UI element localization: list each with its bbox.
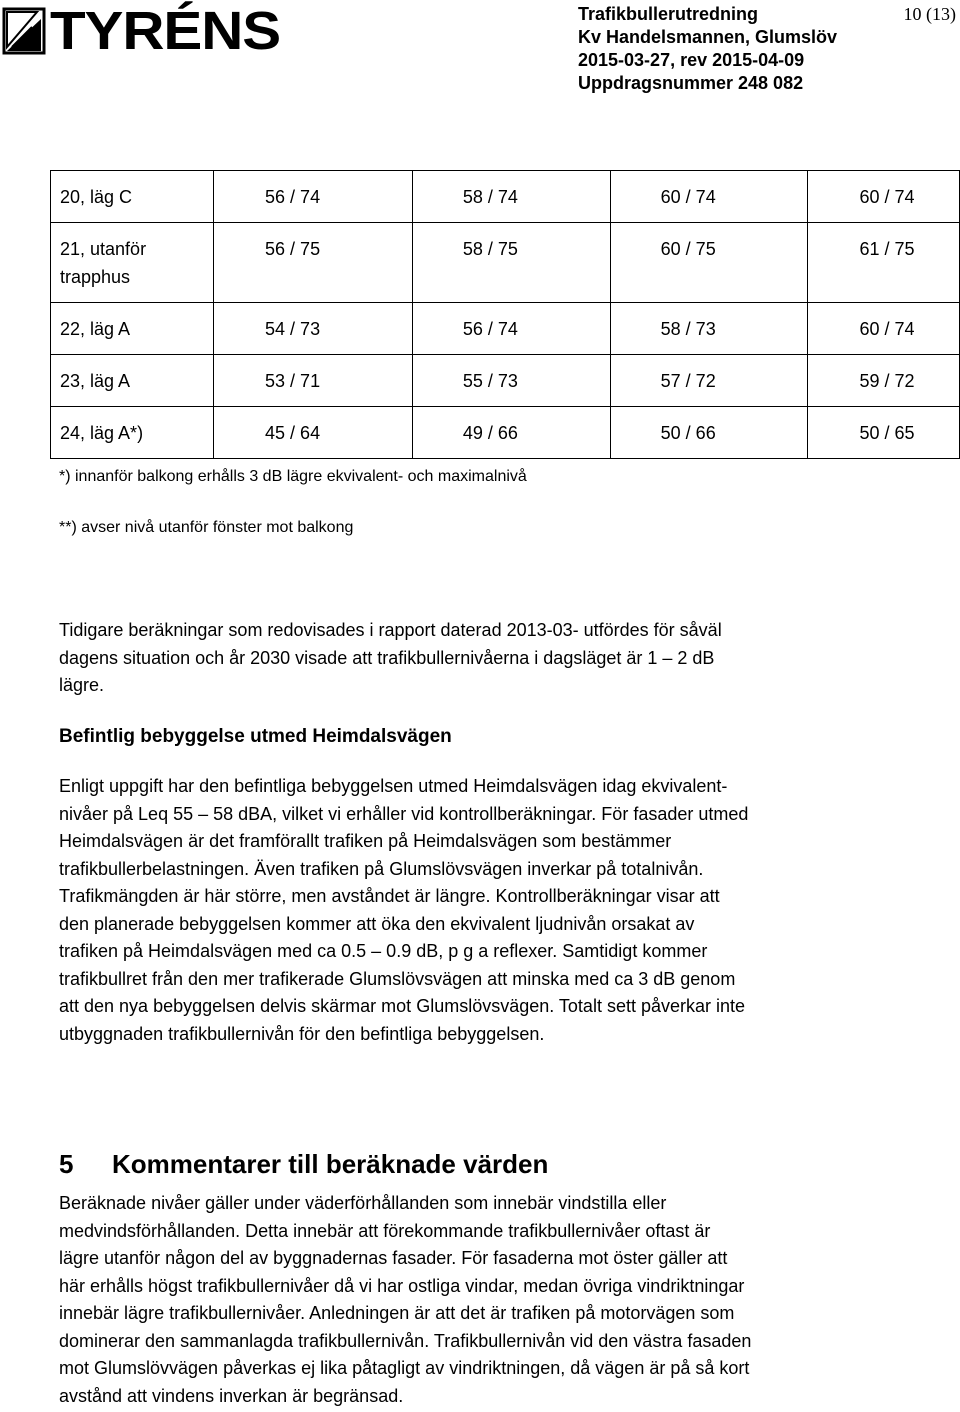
- text-line: Beräknade nivåer gäller under väderförhållanden som innebär vindstilla eller: [59, 1193, 667, 1213]
- report-title: Trafikbullerutredning: [578, 4, 759, 24]
- table-cell: 56 / 74: [214, 171, 413, 223]
- table-cell: 61 / 75: [808, 223, 960, 303]
- page-number: 10 (13): [903, 4, 956, 24]
- table-row: [51, 303, 960, 355]
- assignment-number: Uppdragsnummer 248 082: [578, 73, 804, 93]
- table-cell: 57 / 72: [610, 355, 808, 407]
- table-footnote: **) avser nivå utanför fönster mot balkong: [59, 519, 354, 536]
- table-row: [51, 171, 960, 223]
- text-line: Trafikmängden är här större, men avståndet är längre. Kontrollberäkningar visar att: [59, 886, 720, 906]
- table-footnote: *) innanför balkong erhålls 3 dB lägre ekvivalent- och maximalnivå: [59, 468, 527, 485]
- section-number: 5: [59, 1149, 74, 1179]
- table-cell: [51, 223, 214, 303]
- text-line: avstånd att vindens inverkan är begränsad.: [59, 1385, 404, 1406]
- text-line: Enligt uppgift har den befintliga bebyggelsen utmed Heimdalsvägen idag ekvivalent-: [59, 776, 728, 796]
- text-line: mot Glumslövvägen påverkas ej lika påtagligt av vindriktningen, då vägen är på så kort: [59, 1358, 750, 1378]
- table-cell: 60 / 74: [610, 171, 808, 223]
- table-cell: 56 / 75: [214, 223, 413, 303]
- report-date: 2015-03-27, rev 2015-04-09: [578, 50, 805, 70]
- noise-level-table: [50, 170, 960, 459]
- table-row: [51, 355, 960, 407]
- table-row: [51, 407, 960, 459]
- text-line: trafiken på Heimdalsvägen med ca 0.5 – 0.9 dB, p g a reflexer. Samtidigt kommer: [59, 941, 708, 961]
- table-row: [51, 223, 960, 303]
- project-name: Kv Handelsmannen, Glumslöv: [578, 27, 838, 47]
- table-cell: 20, läg C: [51, 171, 214, 223]
- tyrens-logo: [2, 1, 281, 61]
- table-cell: 60 / 74: [808, 171, 960, 223]
- paragraph-previous-calculations: [59, 617, 939, 700]
- text-line: Heimdalsvägen är det framförallt trafiken på Heimdalsvägen som bestämmer: [59, 831, 672, 851]
- table-cell: 58 / 73: [610, 303, 808, 355]
- table-cell: 55 / 73: [412, 355, 610, 407]
- text-line: trafikbullret från den mer trafikerade Glumslövsvägen att minska med ca 3 dB genom: [59, 968, 736, 989]
- text-line: lägre utanför någon del av byggnadernas fasader. För fasaderna mot öster gäller att: [59, 1248, 728, 1268]
- table-cell-text: 21, utanför trapphus: [60, 238, 147, 287]
- text-line: trafikbullerbelastningen. Även trafiken på Glumslövsvägen inverkar på totalnivån.: [59, 858, 704, 879]
- table-cell: 49 / 66: [412, 407, 610, 459]
- table-cell: 22, läg A: [51, 303, 214, 355]
- tyrens-logo-mark-icon: [2, 7, 46, 55]
- text-line: att den nya bebyggelsen delvis skärmar mot Glumslövsvägen. Totalt sett påverkar inte: [59, 996, 746, 1016]
- text-line: nivåer på Leq 55 – 58 dBA, vilket vi erhåller vid kontrollberäkningar. För fasader utmed: [59, 803, 749, 824]
- table-cell: 50 / 65: [808, 407, 960, 459]
- text-line: Tidigare beräkningar som redovisades i rapport daterad 2013-03- utfördes för såväl: [59, 620, 722, 640]
- table-cell: 56 / 74: [412, 303, 610, 355]
- table-cell: 58 / 75: [412, 223, 610, 303]
- table-cell: 54 / 73: [214, 303, 413, 355]
- section-heading: [59, 1148, 548, 1180]
- table-cell: 53 / 71: [214, 355, 413, 407]
- table-cell: 24, läg A*): [51, 407, 214, 459]
- table-cell: 58 / 74: [412, 171, 610, 223]
- paragraph-existing-buildings: [59, 773, 939, 1048]
- subheading: Befintlig bebyggelse utmed Heimdalsvägen: [59, 726, 452, 747]
- table-cell: 50 / 66: [610, 407, 808, 459]
- table-cell: 59 / 72: [808, 355, 960, 407]
- logo-wordmark: TYRÉNS: [50, 1, 281, 61]
- text-line: den planerade bebyggelsen kommer att öka den ekvivalent ljudnivån orsakat av: [59, 913, 695, 934]
- text-line: utbyggnaden trafikbullernivån för den befintliga bebyggelsen.: [59, 1023, 545, 1044]
- section-body: [59, 1190, 939, 1410]
- text-line: lägre.: [59, 675, 105, 695]
- section-title: Kommentarer till beräknade värden: [112, 1149, 549, 1179]
- text-line: här erhålls högst trafikbullernivåer då vi har ostliga vindar, medan övriga vindriktningar: [59, 1275, 745, 1296]
- report-header: [578, 3, 837, 95]
- table-cell: 45 / 64: [214, 407, 413, 459]
- text-line: medvindsförhållanden. Detta innebär att förekommande trafikbullernivåer oftast är: [59, 1220, 711, 1241]
- text-line: innebär lägre trafikbullernivåer. Anledningen är att det är trafiken på motorvägen som: [59, 1303, 735, 1323]
- table-cell: 23, läg A: [51, 355, 214, 407]
- text-line: dagens situation och år 2030 visade att trafikbullernivåerna i dagsläget är 1 – 2 dB: [59, 647, 715, 668]
- table-cell: 60 / 74: [808, 303, 960, 355]
- table-cell: 60 / 75: [610, 223, 808, 303]
- text-line: dominerar den sammanlagda trafikbullernivån. Trafikbullernivån vid den västra fasaden: [59, 1330, 752, 1351]
